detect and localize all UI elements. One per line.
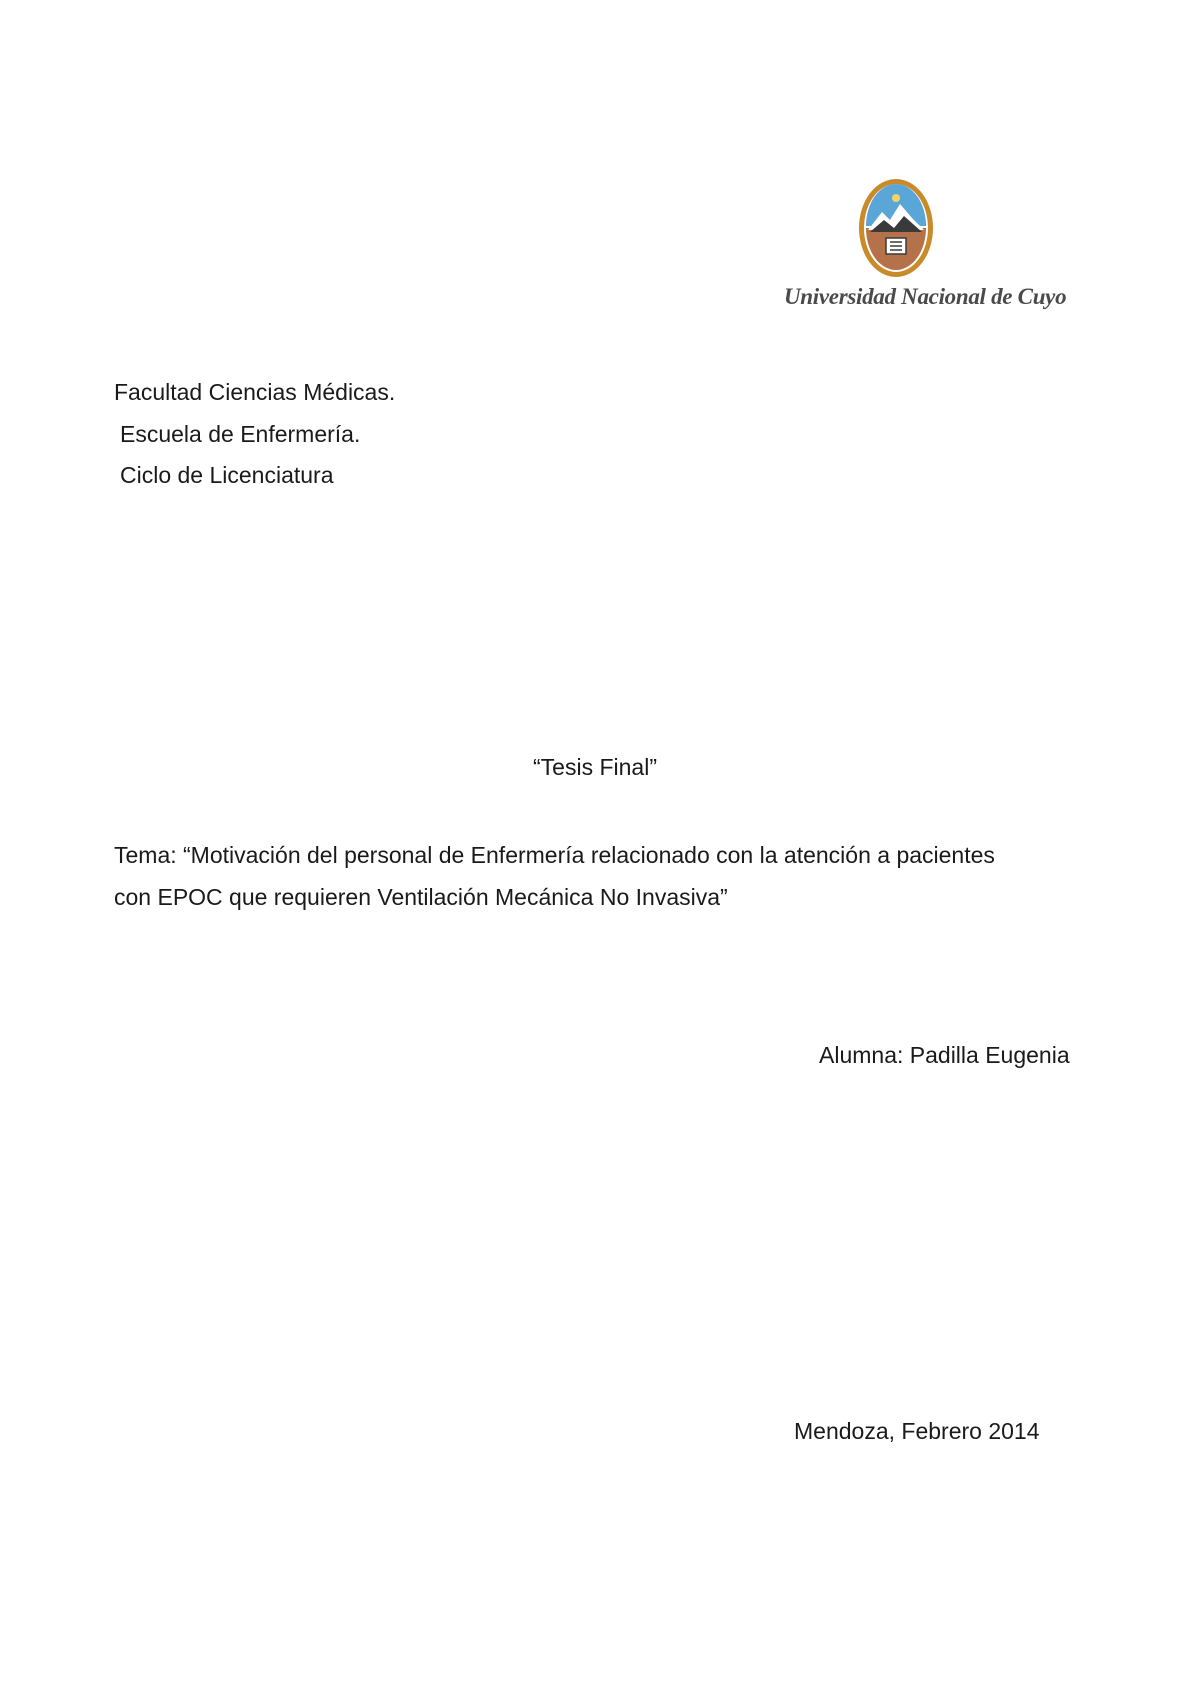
thesis-topic-line-1: Tema: “Motivación del personal de Enfermería relacionado con la atención a pacientes	[114, 842, 995, 868]
thesis-topic	[114, 834, 1074, 918]
university-logo	[784, 176, 1084, 316]
place-and-date: Mendoza, Febrero 2014	[794, 1418, 1040, 1444]
student-name: Alumna: Padilla Eugenia	[819, 1042, 1070, 1068]
thesis-title: “Tesis Final”	[533, 754, 657, 780]
thesis-topic-line-2: con EPOC que requieren Ventilación Mecánica No Invasiva”	[114, 884, 728, 910]
school-name: Escuela de Enfermería.	[120, 421, 361, 447]
university-name: Universidad Nacional de Cuyo	[784, 284, 1067, 309]
university-seal-icon	[856, 176, 936, 280]
degree-cycle: Ciclo de Licenciatura	[120, 462, 334, 488]
faculty-name: Facultad Ciencias Médicas.	[114, 379, 396, 405]
